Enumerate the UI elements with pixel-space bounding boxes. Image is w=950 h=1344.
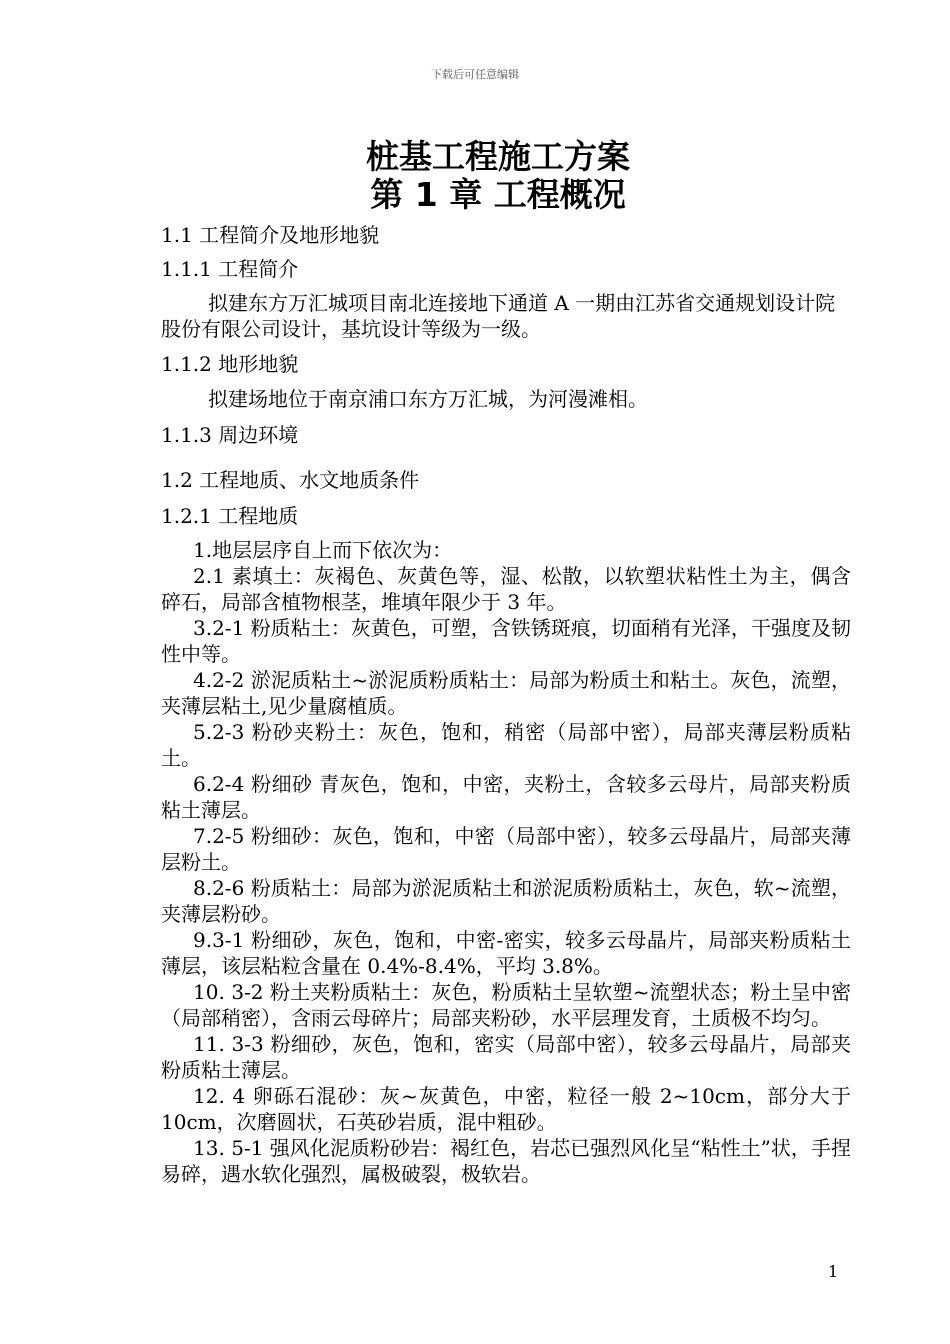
section-heading-1-2-1: 1.2.1 工程地质 bbox=[161, 504, 299, 528]
strata-item-2: 2.1 素填土：灰褐色、灰黄色等，湿、松散，以软塑状粘性土为主，偶含碎石，局部含植物根茎，堆填年限少于 3 年。 bbox=[161, 564, 851, 614]
strata-item-6: 6.2-4 粉细砂 青灰色，饱和，中密，夹粉土，含较多云母片，局部夹粉质粘土薄层。 bbox=[161, 772, 851, 822]
strata-item-7: 7.2-5 粉细砂：灰色，饱和，中密（局部中密），较多云母晶片，局部夹薄层粉土。 bbox=[161, 824, 851, 874]
section-heading-1-1-2: 1.1.2 地形地貌 bbox=[161, 352, 299, 376]
paragraph-terrain: 拟建场地位于南京浦口东方万汇城，为河漫滩相。 bbox=[208, 387, 648, 411]
chapter-title: 第 1 章 工程概况 bbox=[370, 175, 626, 214]
page-number: 1 bbox=[828, 1262, 839, 1281]
paragraph-project-intro: 拟建东方万汇城项目南北连接地下通道 A 一期由江苏省交通规划设计院股份有限公司设计，基坑设计等级为一级。 bbox=[161, 291, 836, 341]
strata-item-12: 12. 4 卵砾石混砂：灰~灰黄色，中密，粒径一般 2~10cm，部分大于 10cm，次磨圆状，石英砂岩质，混中粗砂。 bbox=[161, 1084, 851, 1134]
strata-item-3: 3.2-1 粉质粘土：灰黄色，可塑，含铁锈斑痕，切面稍有光泽，干强度及韧性中等。 bbox=[161, 616, 851, 666]
strata-item-13: 13. 5-1 强风化泥质粉砂岩：褐红色，岩芯已强烈风化呈“粘性土”状，手捏易碎，遇水软化强烈，属极破裂，极软岩。 bbox=[161, 1136, 851, 1186]
strata-item-9: 9.3-1 粉细砂，灰色，饱和，中密-密实，较多云母晶片，局部夹粉质粘土薄层，该层粘粒含量在 0.4%-8.4%，平均 3.8%。 bbox=[161, 928, 851, 978]
title-block bbox=[0, 138, 950, 214]
header-note: 下载后可任意编辑 bbox=[431, 68, 519, 81]
strata-item-10: 10. 3-2 粉土夹粉质粘土：灰色，粉质粘土呈软塑~流塑状态；粉土呈中密（局部稍密），含雨云母碎片；局部夹粉砂，水平层理发育，土质极不均匀。 bbox=[161, 980, 851, 1030]
document-title: 桩基工程施工方案 bbox=[366, 137, 630, 176]
section-heading-1-1-3: 1.1.3 周边环境 bbox=[161, 423, 299, 447]
document-body bbox=[161, 222, 851, 1187]
section-heading-1-1-1: 1.1.1 工程简介 bbox=[161, 257, 299, 281]
section-heading-1-1: 1.1 工程简介及地形地貌 bbox=[161, 223, 380, 247]
section-heading-1-2: 1.2 工程地质、水文地质条件 bbox=[161, 468, 420, 492]
strata-item-4: 4.2-2 淤泥质粘土~淤泥质粉质粘土：局部为粉质土和粘土。灰色，流塑，夹薄层粘土,见少量腐植质。 bbox=[161, 668, 851, 718]
strata-item-1: 1.地层层序自上而下依次为： bbox=[193, 538, 453, 562]
strata-item-8: 8.2-6 粉质粘土：局部为淤泥质粘土和淤泥质粉质粘土，灰色，软~流塑，夹薄层粉砂。 bbox=[161, 876, 851, 926]
strata-item-11: 11. 3-3 粉细砂，灰色，饱和，密实（局部中密），较多云母晶片，局部夹粉质粘土薄层。 bbox=[161, 1032, 851, 1082]
strata-item-5: 5.2-3 粉砂夹粉土：灰色，饱和，稍密（局部中密），局部夹薄层粉质粘土。 bbox=[161, 720, 851, 770]
